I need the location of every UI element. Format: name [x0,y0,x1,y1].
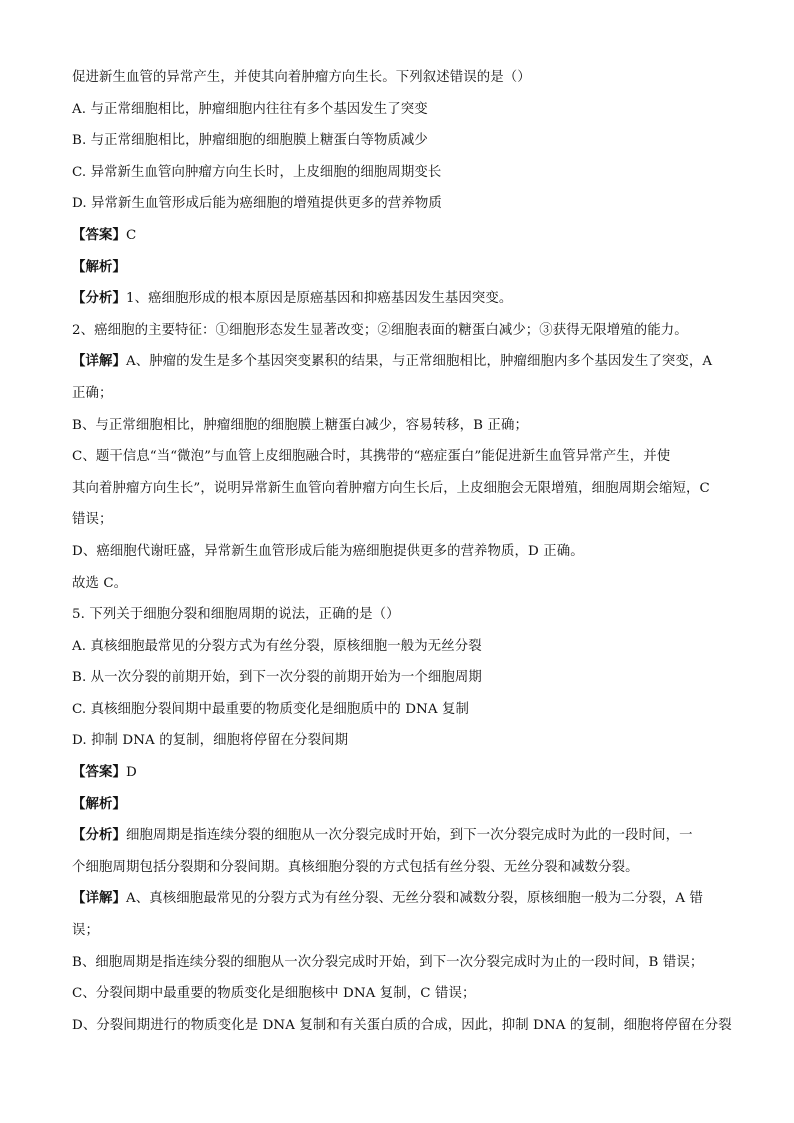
q5-option-d: D. 抑制 DNA 的复制，细胞将停留在分裂间期 [72,733,349,749]
q4-stem-tail: 促进新生血管的异常产生，并使其向着肿瘤方向生长。下列叙述错误的是（） [72,70,531,85]
q5-fenxi-line-1 [72,820,734,852]
q4-option-a: A. 与正常细胞相比，肿瘤细胞内往往有多个基因发生了突变 [72,101,428,117]
q4-option-b: B. 与正常细胞相比，肿瘤细胞的细胞膜上糖蛋白等物质减少 [72,133,428,149]
q5-fenxi-tag: 【分析】 [72,827,126,844]
q5-option-b: B. 从一次分裂的前期开始，到下一次分裂的前期开始为一个细胞周期 [72,670,482,686]
q4-option-d: D. 异常新生血管形成后能为癌细胞的增殖提供更多的营养物质 [72,196,442,212]
q4-answer-value: C [125,227,137,243]
q5-option-c: C. 真核细胞分裂间期中最重要的物质变化是细胞质中的 DNA 复制 [72,701,469,717]
q4-xiangjie-line-c1: C、题干信息“当“微泡”与血管上皮细胞融合时，其携带的“癌症蛋白”能促进新生血管异常产生，并使 [72,449,671,465]
q4-option-c: C. 异常新生血管向肿瘤方向生长时，上皮细胞的细胞周期变长 [72,164,442,180]
q5-answer [72,757,734,789]
q4-conclusion: 故选 C。 [72,575,128,591]
q5-stem: 5. 下列关于细胞分裂和细胞周期的说法，正确的是（） [72,607,400,623]
q5-answer-value: D [125,765,137,781]
q4-xiangjie-text-a1: A、肿瘤的发生是多个基因突变累积的结果，与正常细胞相比，肿瘤细胞内多个基因发生了突变，A [125,354,713,370]
q5-option-a: A. 真核细胞最常见的分裂方式为有丝分裂，原核细胞一般为无丝分裂 [72,638,482,654]
q4-fenxi-line-2: 2、癌细胞的主要特征：①细胞形态发生显著改变；②细胞表面的糖蛋白减少；③获得无限增殖的能力。 [72,322,688,338]
q4-xiangjie-line-c3: 错误； [72,512,113,528]
q4-xiangjie-line-a2: 正确； [72,385,113,401]
q5-analysis-tag: 【解析】 [72,795,126,812]
q5-xiangjie-line-b: B、细胞周期是指连续分裂的细胞从一次分裂完成时开始，到下一次分裂完成时为止的一段时间，B 错误； [72,954,704,970]
q4-xiangjie-line-d: D、癌细胞代谢旺盛，异常新生血管形成后能为癌细胞提供更多的营养物质，D 正确。 [72,543,584,559]
q5-analysis-heading [72,789,734,821]
q4-fenxi-tag: 【分析】 [72,290,126,307]
q5-xiangjie-tag: 【详解】 [72,890,126,907]
q5-fenxi-text-1: 细胞周期是指连续分裂的细胞从一次分裂完成时开始，到下一次分裂完成时为此的一段时间，一 [125,828,693,844]
q5-xiangjie-line-d: D、分裂间期进行的物质变化是 DNA 复制和有关蛋白质的合成，因此，抑制 DNA 的复制，细胞将停留在分裂 [72,1017,732,1033]
q4-answer-tag: 【答案】 [72,226,126,243]
q5-xiangjie-line-a2: 误； [72,923,99,939]
q5-xiangjie-text-a1: A、真核细胞最常见的分裂方式为有丝分裂、无丝分裂和减数分裂，原核细胞一般为二分裂，A 错 [125,891,703,907]
q5-fenxi-line-2: 个细胞周期包括分裂期和分裂间期。真核细胞分裂的方式包括有丝分裂、无丝分裂和减数分裂。 [72,859,639,875]
q4-xiangjie-line-c2: 其向着肿瘤方向生长”，说明异常新生血管向着肿瘤方向生长后，上皮细胞会无限增殖，细胞周期会缩短，C [72,480,710,496]
q5-xiangjie-line-c: C、分裂间期中最重要的物质变化是细胞核中 DNA 复制，C 错误； [72,986,476,1002]
q4-xiangjie-tag: 【详解】 [72,353,126,370]
q5-answer-tag: 【答案】 [72,764,126,781]
q4-fenxi-line-1 [72,283,734,315]
document-page [72,62,734,1041]
q4-fenxi-text-1: 1、癌细胞形成的根本原因是原癌基因和抑癌基因发生基因突变。 [125,291,513,307]
q4-xiangjie-line-b: B、与正常细胞相比，肿瘤细胞的细胞膜上糖蛋白减少，容易转移，B 正确； [72,417,528,433]
q5-xiangjie-line-a1 [72,883,734,915]
q4-xiangjie-line-a1 [72,346,734,378]
q4-analysis-tag: 【解析】 [72,258,126,275]
q4-answer [72,220,734,252]
q4-analysis-heading [72,252,734,284]
